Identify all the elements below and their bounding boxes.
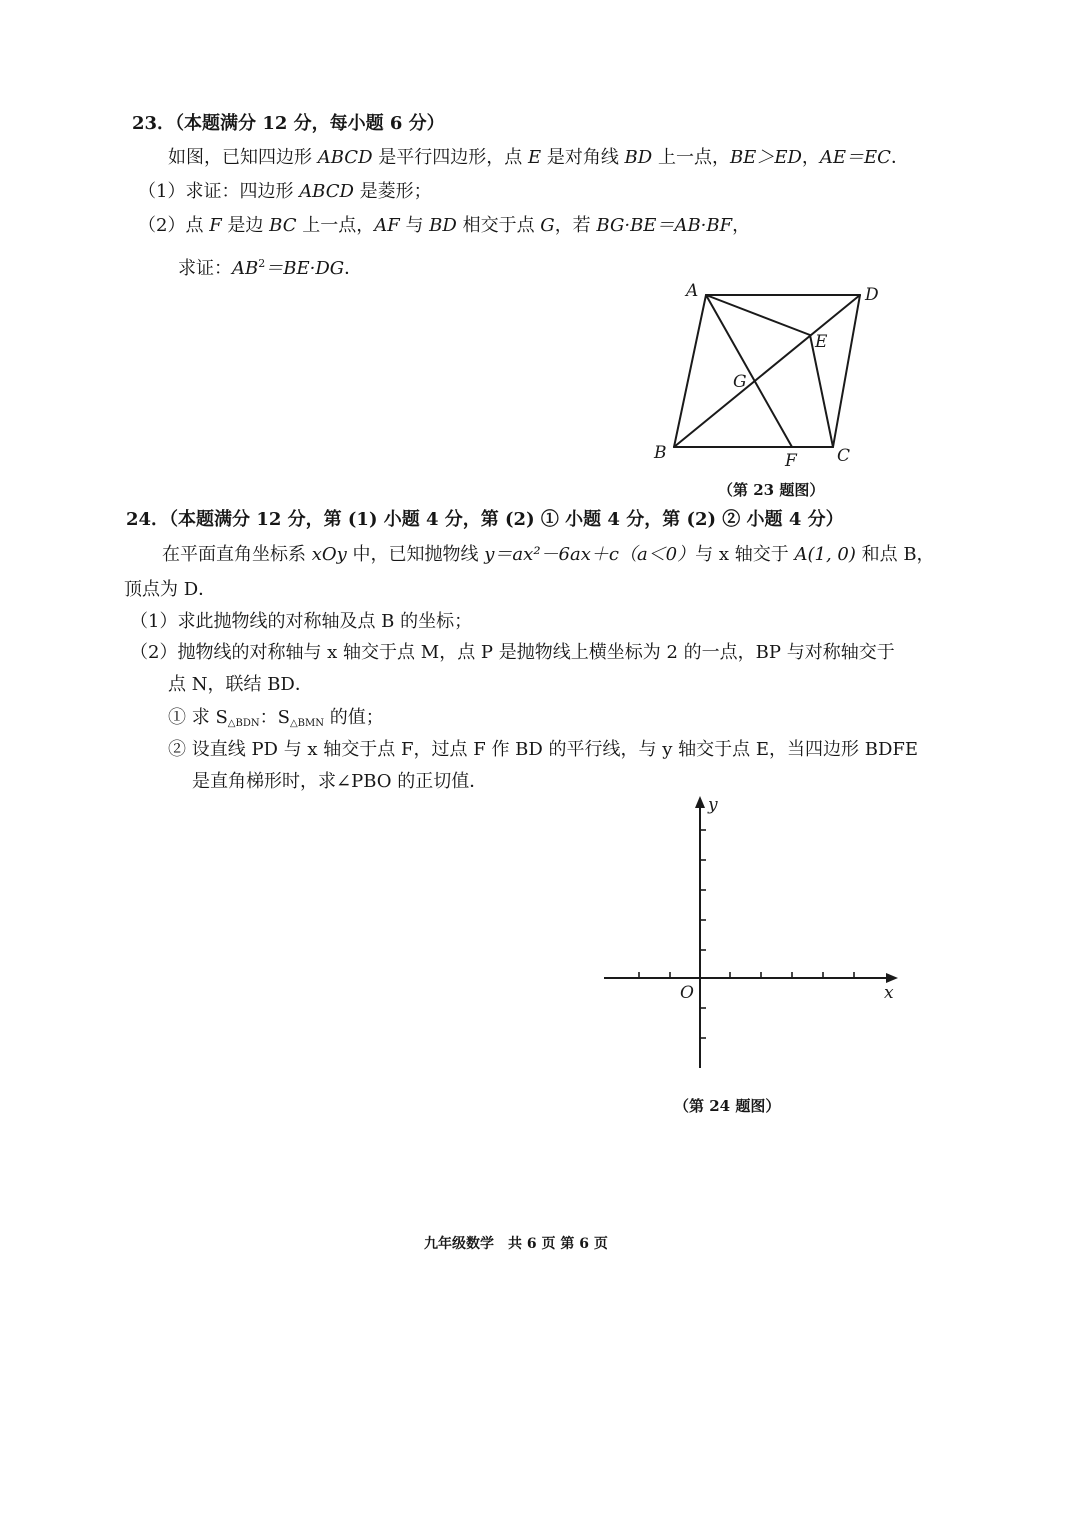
q24-sub1: [168, 706, 384, 736]
q23-stem-part: BD: [624, 147, 653, 168]
q23-part2-text: 与: [399, 215, 430, 236]
q24-stem-text: 和点 B，: [855, 544, 935, 565]
q23-proof-text: ．: [344, 258, 363, 279]
q24-stem-text: A(1, 0): [794, 544, 856, 565]
q24-header: 24．（本题满分 12 分，第 (1) 小题 4 分，第 (2) ① 小题 4 分，第 (2) ② 小题 4 分）: [126, 509, 844, 530]
q23-part2-text: 相交于点: [456, 215, 541, 236]
page-footer: 九年级数学 共 6 页 第 6 页: [424, 1236, 608, 1252]
q24-sub1-text: ① 求 S: [168, 707, 228, 728]
segment-AE: [706, 295, 810, 335]
q23-header: 23．（本题满分 12 分，每小题 6 分）: [132, 113, 445, 134]
label-A: A: [686, 281, 699, 301]
q23-part2-text: ，: [732, 215, 751, 236]
edge-DC: [833, 295, 860, 447]
q23-part2: [138, 214, 750, 238]
q24-stem-text: y＝ax²－6ax＋c: [484, 544, 619, 565]
q24-part1: （1）求此抛物线的对称轴及点 B 的坐标；: [130, 611, 473, 632]
q23-part2-text: （2）点: [138, 215, 210, 236]
label-D: D: [865, 285, 879, 305]
axis-ticks: [639, 830, 854, 1038]
q23-stem-part: 是平行四边形，点: [372, 147, 528, 168]
q23-part2-text: AF: [374, 215, 400, 236]
q23-proof-sup: 2: [258, 257, 266, 270]
label-F: F: [785, 451, 797, 471]
q24-part2-line2: 点 N，联结 BD．: [168, 674, 313, 695]
q24-sub1-text: 的值；: [323, 707, 384, 728]
q23-proof-text: 求证：: [178, 258, 232, 279]
q23-part2-text: 上一点，: [296, 215, 375, 236]
q23-proof-text: ＝BE·DG: [265, 258, 345, 279]
q24-stem-line2: 顶点为 D．: [124, 579, 217, 600]
q23-part2-text: BD: [429, 215, 457, 236]
q24-caption: （第 24 题图）: [674, 1097, 781, 1115]
q23-part2-text: BC: [269, 215, 297, 236]
q23-stem-part: E: [527, 147, 542, 168]
q23-stem-part: 是对角线: [541, 147, 625, 168]
q24-stem-text: （a＜0）: [618, 544, 696, 565]
label-E: E: [815, 332, 828, 352]
q23-stem: [168, 146, 909, 170]
q23-caption: （第 23 题图）: [718, 481, 825, 499]
q24-stem-text: xOy: [311, 544, 347, 565]
q23-part1-text: ABCD: [299, 181, 354, 202]
q23-part2-text: 是边: [221, 215, 270, 236]
q23-part1-text: （1）求证：四边形: [138, 181, 300, 202]
q24-sub1-text: ：S: [259, 707, 290, 728]
q23-part1: [138, 180, 432, 204]
q24-stem-text: 与 x 轴交于: [695, 544, 795, 565]
x-axis-label: x: [884, 983, 894, 1003]
q23-part2-text: ，若: [554, 215, 597, 236]
label-C: C: [837, 446, 851, 466]
q24-stem-text: 在平面直角坐标系: [162, 544, 312, 565]
q23-stem-part: AE＝EC: [819, 147, 891, 168]
x-axis-arrow: [886, 973, 898, 983]
q23-part2-text: F: [209, 215, 222, 236]
q23-stem-part: ．: [890, 147, 909, 168]
q24-part2-line1: （2）抛物线的对称轴与 x 轴交于点 M，点 P 是抛物线上横坐标为 2 的一点，BP 与对称轴交于: [130, 642, 895, 663]
q23-stem-part: 上一点，: [652, 147, 730, 168]
q24-sub2-line1: ② 设直线 PD 与 x 轴交于点 F，过点 F 作 BD 的平行线，与 y 轴交于点 E，当四边形 BDFE: [168, 739, 919, 760]
q23-stem-part: BE＞ED: [729, 147, 802, 168]
origin-label: O: [680, 983, 694, 1003]
label-G: G: [733, 372, 747, 392]
q23-part2-text: G: [540, 215, 555, 236]
y-axis-arrow: [695, 796, 705, 808]
q24-sub1-subscript: △BDN: [227, 718, 260, 729]
q23-stem-part: 如图，已知四边形: [168, 147, 318, 168]
q24-sub1-subscript: △BMN: [289, 718, 324, 729]
q23-part2-text: BG·BE＝AB·BF: [596, 215, 733, 236]
q24-stem-text: 中，已知抛物线: [346, 544, 485, 565]
q23-figure: [640, 275, 900, 475]
q23-stem-part: ABCD: [317, 147, 373, 168]
q23-part1-text: 是菱形；: [353, 181, 432, 202]
q23-stem-part: ，: [801, 147, 820, 168]
q23-proof-text: AB: [232, 258, 259, 279]
q24-stem-line1: [162, 543, 935, 567]
q24-sub2-line2: 是直角梯形时，求∠PBO 的正切值．: [192, 771, 488, 792]
segment-AF: [706, 295, 792, 447]
y-axis-label: y: [708, 795, 718, 815]
q23-proof: [178, 252, 362, 281]
q24-figure: [596, 792, 906, 1082]
label-B: B: [654, 443, 667, 463]
